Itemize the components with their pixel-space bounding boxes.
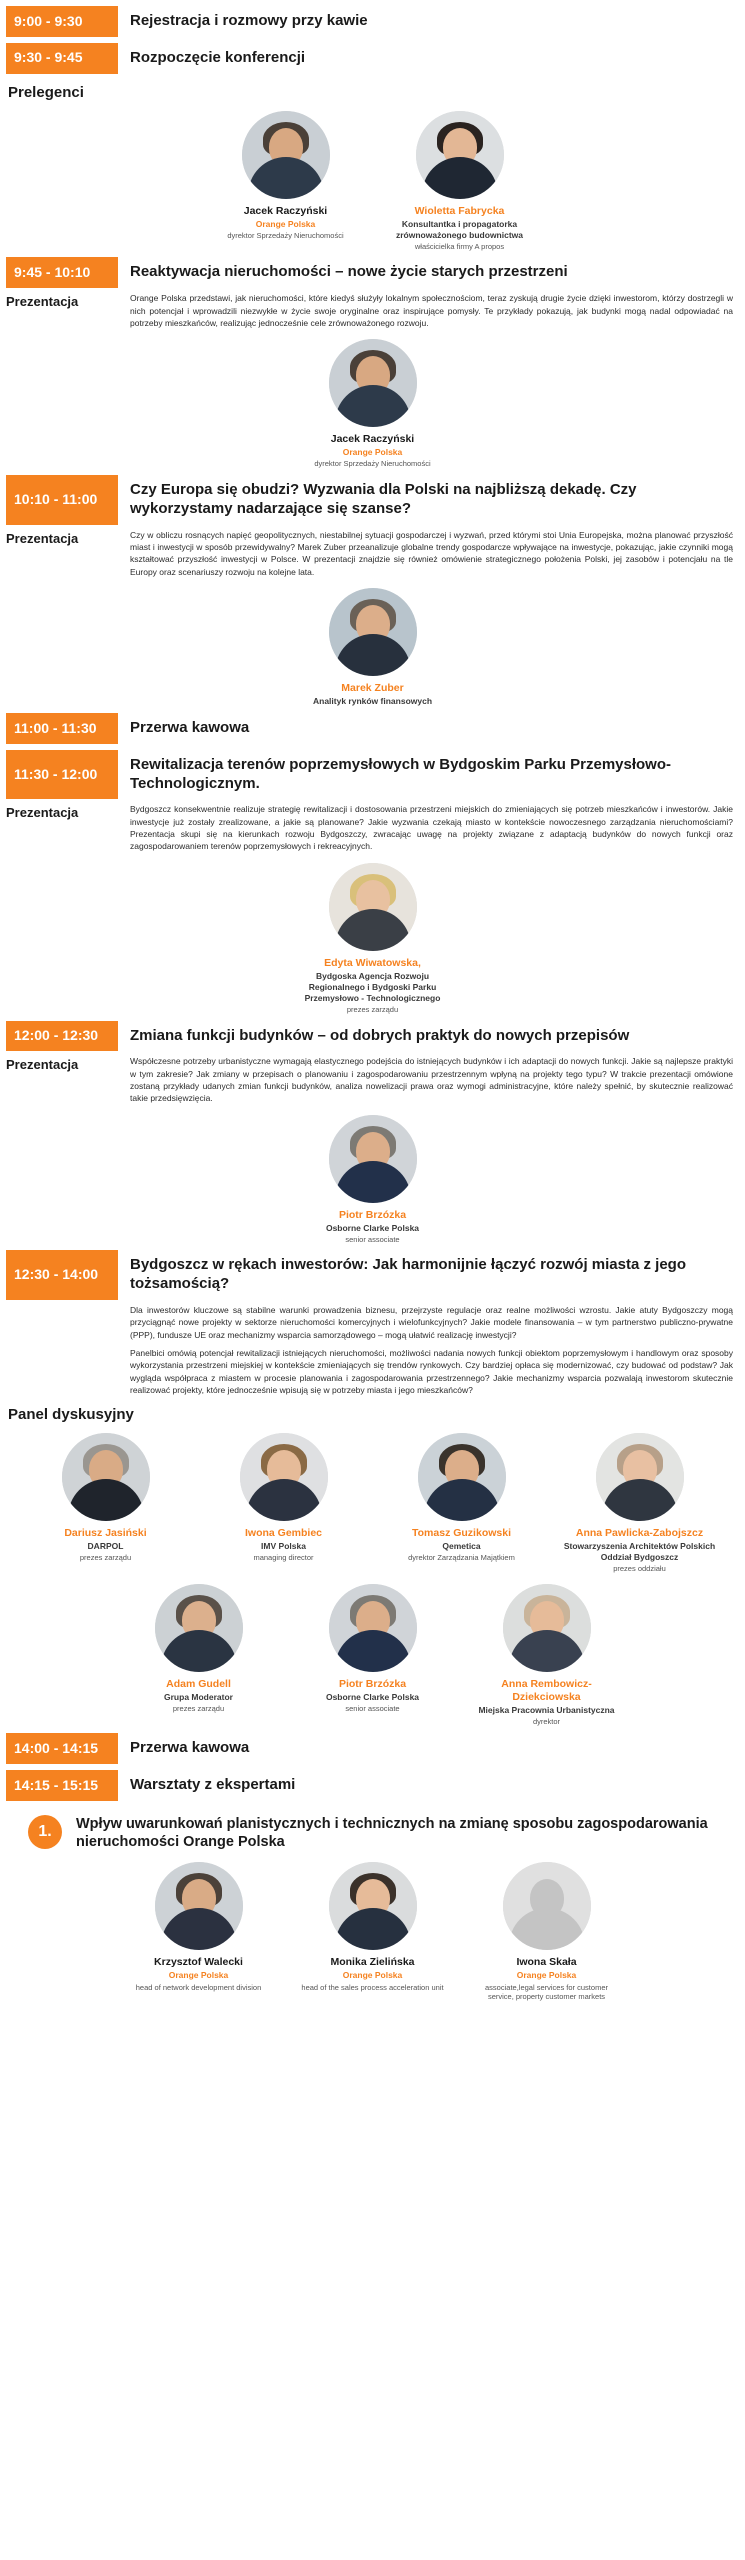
agenda-time: 14:15 - 15:15 [6, 1770, 118, 1801]
description-text [118, 1304, 739, 1396]
speaker-card [378, 1433, 546, 1574]
speakers-functions [6, 1115, 739, 1245]
speaker-name: Edyta Wiwatowska, [324, 956, 421, 969]
speaker-card [124, 1862, 274, 2002]
speaker-role: dyrektor [532, 1717, 561, 1727]
agenda-time: 14:00 - 14:15 [6, 1733, 118, 1764]
speaker-name: Wioletta Fabrycka [414, 204, 505, 217]
workshop-number-badge: 1. [28, 1815, 62, 1849]
avatar [240, 1433, 328, 1521]
avatar [329, 863, 417, 951]
speaker-name: Iwona Gembiec [244, 1527, 323, 1540]
speaker-role: prezes oddziału [613, 1564, 666, 1574]
avatar [596, 1433, 684, 1521]
agenda-row-workshops [6, 1770, 739, 1801]
speaker-org: Bydgoska Agencja Rozwoju Regionalnego i Bydgoski Parku Przemysłowo - Technologicznego [304, 970, 441, 1003]
speaker-org: Orange Polska [168, 1970, 229, 1981]
agenda-title: Przerwa kawowa [130, 1739, 250, 1757]
avatar [418, 1433, 506, 1521]
speaker-name: Krzysztof Walecki [154, 1956, 243, 1969]
speaker-org: Miejska Pracownia Urbanistyczna [478, 1705, 615, 1716]
agenda-row-reactivation [6, 257, 739, 288]
agenda-time: 11:30 - 12:00 [6, 750, 118, 800]
panel-speakers-row1 [6, 1433, 739, 1574]
avatar-placeholder [503, 1862, 591, 1950]
agenda-row-opening [6, 43, 739, 74]
speakers-opening [6, 111, 739, 252]
speaker-org: Stowarzyszenia Architektów Polskich Oddział Bydgoszcz [563, 1541, 716, 1563]
description-text [118, 803, 739, 852]
speaker-role: associate,legal services for customer service, property customer markets [485, 1982, 608, 2002]
speaker-role: prezes zarządu [172, 1704, 225, 1714]
agenda-row-coffee1 [6, 713, 739, 744]
agenda-row-investors [6, 1250, 739, 1300]
speaker-card [298, 588, 448, 707]
workshop-speakers [6, 1862, 739, 2002]
presentation-label-empty [6, 1304, 118, 1396]
speaker-org: Analityk rynków finansowych [312, 695, 433, 706]
agenda-row-revitalization [6, 750, 739, 800]
agenda-title: Czy Europa się obudzi? Wyzwania dla Polski na najbliższą dekadę. Czy wykorzystamy nadarzające się szanse? [130, 481, 637, 517]
agenda-time: 12:30 - 14:00 [6, 1250, 118, 1300]
description-paragraph: Panelbici omówią potencjał rewitalizacji istniejących nieruchomości, możliwości nadania nowych funkcji obiektom poprzemysłowym i handlowym oraz sposoby wykorzystania przestrzeni miejskiej w kontekście zmieniających się trendów rynkowych. Czy bardziej opłaca się modernizować, czy budować od podstaw? Jak wygląda współpraca z miastem w procesie planowania i zagospodarowania przestrzennego? Jakie mechanizmy wsparcia pozwalają inwestorom skutecznie realizować projekty, które jednocześnie wpisują się w potrzeby miasta i jego mieszkańców? [130, 1347, 733, 1395]
speaker-card [298, 1862, 448, 2002]
speaker-card [200, 1433, 368, 1574]
description-paragraph: Współczesne potrzeby urbanistyczne wymagają elastycznego podejścia do istniejących budynków i ich adaptacji do nowych funkcji. Jakie są najlepsze praktyki w tym zakresie? Jak zmiany w przepisach o planowaniu i zagospodarowaniu przestrzennym wpłyną na projekty tego typu? W trakcie prezentacji omówione zostaną przykłady udanych zmian funkcji budynków, analiza nowelizacji prawa oraz wymogi administracyjne, które należy spełnić, by skutecznie realizować takie przedsięwzięcia. [130, 1056, 733, 1104]
description-text [118, 292, 739, 329]
avatar [62, 1433, 150, 1521]
description-paragraph: Orange Polska przedstawi, jak nieruchomości, które kiedyś służyły lokalnym społecznościom, teraz zyskują drugie życie dzięki inwestorom, którzy dostrzegli w nich potencjał i wprowadzili niezwykłe w życie swoje oryginalne oraz inspirujące pomysły. Te przykłady pokazują, jak budynki mogą nadal odpowiadać na potrzeby mieszkańców, realizując jednocześnie cele zrównoważonego rozwoju. [130, 293, 733, 328]
speaker-org: Osborne Clarke Polska [325, 1692, 420, 1703]
presentation-label: Prezentacja [6, 805, 79, 821]
speakers-heading: Prelegenci [8, 83, 84, 101]
agenda-time: 10:10 - 11:00 [6, 475, 118, 525]
agenda-title: Rozpoczęcie konferencji [130, 48, 306, 66]
avatar [329, 1862, 417, 1950]
avatar [155, 1862, 243, 1950]
speaker-org: Orange Polska [342, 447, 403, 458]
presentation-label: Prezentacja [6, 1057, 79, 1073]
avatar [329, 1115, 417, 1203]
speaker-name: Marek Zuber [341, 681, 404, 694]
agenda-time: 9:00 - 9:30 [6, 6, 118, 37]
agenda-title: Bydgoszcz w rękach inwestorów: Jak harmonijnie łączyć rozwój miasta z jego tożsamością? [130, 1256, 686, 1293]
speaker-card [298, 1584, 448, 1727]
speaker-card [298, 1115, 448, 1245]
description-paragraph: Czy w obliczu rosnących napięć geopolitycznych, niestabilnej sytuacji gospodarczej i wyzwań, przed którymi stoi Unia Europejska, można planować przyszłość miast i inwestycji w sposób przewidywalny? Marek Zuber przeanalizuje globalne trendy gospodarcze wpływające na inwestycje, pokazując, jakie czynniki mogą kształtować przyszłość inwestycji w Polsce. W prezentacji znajdzie się również omówienie strategicznego położenia Polski, jej zasobów i potencjału na tle Europy oraz scenariuszy rozwoju na kolejne lata. [130, 529, 733, 577]
description-block [6, 1304, 739, 1396]
description-paragraph: Bydgoszcz konsekwentnie realizuje strategię rewitalizacji i dostosowania przestrzeni miejskich do zmieniających się potrzeb mieszkańców i inwestorów. Jakie inwestycje już zostały zrealizowane, a jakie są planowane? Jakie wyzwania czekają miasto w kontekście nowoczesnego zarządzania nieruchomościami? Prezentacja skupi się na kierunkach rozwoju Bydgoszczy, zwracając uwagę na projekty związane z adaptacją budynków do nowych funkcji oraz zagospodarowaniem terenów poprzemysłowych i rekreacyjnych. [130, 804, 733, 852]
speaker-name: Iwona Skała [516, 1956, 577, 1969]
description-block [6, 1055, 739, 1104]
agenda-title: Rejestracja i rozmowy przy kawie [130, 12, 368, 29]
speaker-name: Tomasz Guzikowski [412, 1527, 511, 1540]
avatar [503, 1584, 591, 1672]
speaker-name: Piotr Brzózka [338, 1678, 407, 1691]
speaker-card [22, 1433, 190, 1574]
agenda-time: 9:30 - 9:45 [6, 43, 118, 74]
panel-heading: Panel dyskusyjny [8, 1406, 134, 1424]
speaker-card [298, 339, 448, 469]
speaker-role: head of the sales process acceleration unit [301, 1982, 444, 1992]
agenda-row-functions [6, 1021, 739, 1052]
speaker-card [472, 1584, 622, 1727]
avatar [416, 111, 504, 199]
speaker-role: managing director [253, 1553, 314, 1563]
agenda-time: 9:45 - 10:10 [6, 257, 118, 288]
speaker-role: senior associate [345, 1234, 400, 1244]
description-block [6, 803, 739, 852]
speaker-name: Jacek Raczyński [330, 433, 415, 446]
speaker-name: Jacek Raczyński [243, 204, 328, 217]
speaker-org: Orange Polska [342, 1970, 403, 1981]
workshop-title: Wpływ uwarunkowań planistycznych i technicznych na zmianę sposobu zagospodarowania nieruchomości Orange Polska [76, 1815, 708, 1851]
agenda-row-coffee2 [6, 1733, 739, 1764]
speaker-role: prezes zarządu [346, 1004, 399, 1014]
speaker-name: Piotr Brzózka [338, 1208, 407, 1221]
speakers-revitalization [6, 863, 739, 1015]
speakers-europe [6, 588, 739, 707]
speaker-role: senior associate [345, 1704, 400, 1714]
agenda-title: Przerwa kawowa [130, 719, 250, 736]
agenda-title: Rewitalizacja terenów poprzemysłowych w Bydgoskim Parku Przemysłowo-Technologicznym. [130, 755, 671, 792]
speaker-role: prezes zarządu [79, 1553, 132, 1563]
avatar [329, 588, 417, 676]
agenda-time: 11:00 - 11:30 [6, 713, 118, 744]
speaker-card [124, 1584, 274, 1727]
speaker-card [298, 863, 448, 1015]
speaker-org: Konsultantka i propagatorka zrównoważonego budownictwa [395, 218, 524, 240]
agenda-title: Warsztaty z ekspertami [130, 1775, 296, 1793]
avatar [329, 1584, 417, 1672]
agenda-title: Zmiana funkcji budynków – od dobrych praktyk do nowych przepisów [130, 1026, 630, 1044]
agenda-time: 12:00 - 12:30 [6, 1021, 118, 1052]
speaker-org: Grupa Moderator [164, 1692, 233, 1703]
description-block [6, 292, 739, 329]
speaker-role: właścicielka firmy A propos [414, 241, 505, 251]
speaker-org: Orange Polska [516, 1970, 577, 1981]
speaker-org: Orange Polska [255, 218, 316, 229]
speaker-name: Anna Rembowicz-Dziekciowska [501, 1678, 592, 1704]
speaker-org: IMV Polska [261, 1541, 306, 1552]
speaker-org: Osborne Clarke Polska [325, 1222, 420, 1233]
speaker-name: Adam Gudell [166, 1678, 231, 1691]
presentation-label: Prezentacja [6, 294, 79, 310]
speaker-org: Qemetica [442, 1541, 481, 1552]
speaker-card [211, 111, 361, 252]
speaker-card [556, 1433, 724, 1574]
speaker-name: Anna Pawlicka-Zabojszcz [575, 1527, 704, 1540]
conference-agenda-page [0, 6, 745, 2026]
description-text [118, 529, 739, 578]
speaker-role: dyrektor Sprzedaży Nieruchomości [314, 459, 431, 469]
description-block [6, 529, 739, 578]
avatar [329, 339, 417, 427]
speaker-card [385, 111, 535, 252]
speaker-role: dyrektor Zarządzania Majątkiem [408, 1553, 515, 1563]
speaker-card [472, 1862, 622, 2002]
description-paragraph: Dla inwestorów kluczowe są stabilne warunki prowadzenia biznesu, przejrzyste regulacje oraz realne możliwości wzrostu. Jakie atuty Bydgoszczy mogą przyciągnąć nowe projekty w sektorze nieruchomości komercyjnych i wielofunkcyjnych? Jakie modele finansowania – w tym partnerstwo publiczno-prywatne (PPP), fundusze UE oraz mechanizmy wsparcia samorządowego – mogą ułatwić realizację inwestycji? [130, 1304, 733, 1340]
panel-speakers-row2 [6, 1584, 739, 1727]
speaker-name: Dariusz Jasiński [64, 1527, 147, 1540]
speaker-name: Monika Zielińska [330, 1956, 415, 1969]
description-text [118, 1055, 739, 1104]
agenda-row-europe [6, 475, 739, 525]
speaker-role: head of network development division [135, 1982, 262, 1992]
agenda-title: Reaktywacja nieruchomości – nowe życie starych przestrzeni [130, 263, 568, 281]
presentation-label: Prezentacja [6, 530, 79, 546]
avatar [155, 1584, 243, 1672]
agenda-row-registration [6, 6, 739, 37]
speakers-reactivation [6, 339, 739, 469]
speaker-org: DARPOL [87, 1541, 124, 1552]
workshop-row [6, 1815, 739, 1853]
speaker-role: dyrektor Sprzedaży Nieruchomości [227, 230, 344, 240]
avatar [242, 111, 330, 199]
